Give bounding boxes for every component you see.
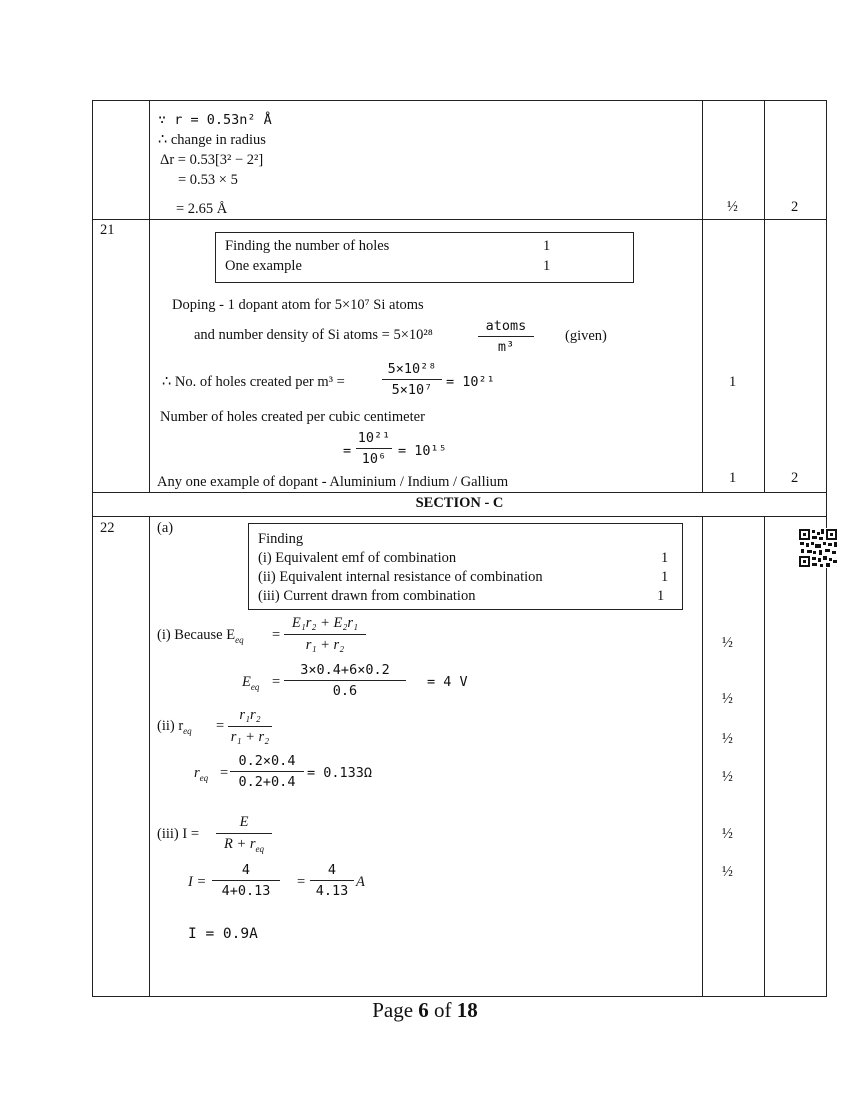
q22-ii-num: r₁r₂ [239, 707, 261, 723]
q22-e-label [242, 674, 259, 692]
col-divider-marks [702, 516, 703, 997]
q21-holes-fraction [382, 361, 442, 398]
q22-c-num2: 4 [327, 862, 337, 878]
q22-final-answer: I = 0.9A [188, 926, 258, 942]
q22-ii-equals: = [216, 718, 225, 734]
q22-ii-label-text: (ii) r [157, 718, 184, 734]
q22-box-row1: (i) Equivalent emf of combination [258, 550, 457, 566]
q21-holes-num: 5×10²⁸ [387, 361, 437, 377]
q22-c-num1: 4 [241, 862, 251, 878]
fraction-bar [310, 880, 354, 881]
q22-e-fraction [284, 662, 406, 699]
q22-c-unit: A [356, 874, 365, 890]
q22-r-label-sub: eq [199, 772, 209, 783]
q22-r-label-text: r [194, 765, 200, 781]
q22-i-fraction [284, 615, 366, 654]
q22-ii-mark: ½ [722, 731, 733, 747]
col-divider-content [149, 516, 150, 997]
q22-box-row2-mark: 1 [661, 569, 669, 585]
table-left-border [92, 100, 93, 997]
q22-r-label [194, 765, 208, 783]
q22-r-den: 0.2+0.4 [238, 774, 296, 790]
q22-box-row3-mark: 1 [657, 588, 665, 604]
section-heading: SECTION - C [415, 495, 504, 511]
q22-c-fraction2 [310, 862, 354, 899]
fraction-bar [478, 336, 534, 337]
q22-e-label-text: E [242, 674, 251, 690]
footer-page-total: 18 [456, 998, 478, 1022]
q21-example-mark: 1 [729, 470, 737, 486]
table-bottom-border [92, 996, 827, 997]
q22-iii-fraction [216, 814, 272, 854]
q20-line-result: = 2.65 Å [176, 201, 228, 217]
q22-e-mark: ½ [722, 691, 733, 707]
fraction-bar [284, 680, 406, 681]
q20-line-delta: Δr = 0.53[3² − 2²] [160, 152, 264, 168]
q22-ii-den: r₁ + r₂ [230, 729, 270, 745]
q21-holes-text: ∴ No. of holes created per m³ = [162, 374, 345, 390]
q22-i-mark: ½ [722, 635, 733, 651]
q21-box-row1-mark: 1 [543, 238, 551, 254]
q22-ii-fraction [228, 707, 272, 746]
fraction-bar [228, 726, 272, 727]
q22-e-num: 3×0.4+6×0.2 [300, 662, 390, 678]
q21-number: 21 [100, 222, 115, 238]
q22-i-label-sub: eq [235, 634, 244, 645]
col-divider-total [764, 100, 765, 492]
page-footer [0, 998, 850, 1023]
fraction-bar [356, 448, 392, 449]
q21-doping-text: Doping - 1 dopant atom for 5×10⁷ Si atoms [172, 297, 424, 313]
q22-ii-label-sub: eq [183, 725, 192, 736]
q22-part-a: (a) [157, 520, 174, 536]
q21-holes-result: = 10²¹ [446, 374, 495, 390]
q22-c-label: I = [188, 874, 207, 890]
q21-percc-fraction [356, 430, 392, 467]
q21-holes-mark: 1 [729, 374, 737, 390]
q21-total: 2 [791, 470, 799, 486]
q22-r-equals: = [220, 765, 229, 781]
q22-i-label [157, 627, 244, 645]
q21-box-row1-label: Finding the number of holes [225, 238, 390, 254]
q22-c-den2: 4.13 [315, 883, 349, 899]
q20-total: 2 [791, 199, 799, 215]
q20-line-radius: ∵ r = 0.53n² Å [158, 112, 272, 128]
q22-number: 22 [100, 520, 115, 536]
q21-density-unit [478, 318, 534, 355]
q22-iii-den [216, 836, 272, 854]
q22-iii-label: (iii) I = [157, 826, 199, 842]
q22-i-equals: = [272, 627, 281, 643]
footer-of-word: of [434, 998, 452, 1022]
q21-given-label: (given) [565, 328, 607, 344]
q22-i-num: E₁r₂ + E₂r₁ [291, 615, 359, 631]
row-divider-q21 [92, 219, 827, 220]
q22-r-result: = 0.133Ω [307, 765, 373, 781]
fraction-bar [212, 880, 280, 881]
q22-i-label-text: (i) Because E [157, 627, 236, 643]
col-divider-marks [702, 100, 703, 492]
q20-line-product: = 0.53 × 5 [178, 172, 238, 188]
q21-holes-den: 5×10⁷ [391, 382, 433, 398]
q22-c-mark: ½ [722, 864, 733, 880]
q22-box-title: Finding [258, 531, 304, 547]
row-divider-section [92, 492, 827, 493]
q21-box-row2-label: One example [225, 258, 302, 274]
q22-e-label-sub: eq [250, 681, 260, 692]
q21-percc-text: Number of holes created per cubic centimeter [160, 409, 425, 425]
q22-iii-den-sub: eq [255, 843, 265, 854]
q22-iii-mark: ½ [722, 826, 733, 842]
q21-example-text: Any one example of dopant - Aluminium / Indium / Gallium [157, 474, 509, 490]
q22-e-den: 0.6 [332, 683, 358, 699]
q21-percc-den: 10⁶ [361, 451, 387, 467]
q22-iii-num: E [239, 814, 249, 830]
q21-box-row2-mark: 1 [543, 258, 551, 274]
footer-page-word: Page [372, 998, 414, 1022]
q22-e-result: = 4 V [427, 674, 468, 690]
q22-ii-label [157, 718, 192, 736]
q21-percc-equals: = [343, 443, 352, 459]
q21-density-unit-den: m³ [497, 339, 515, 355]
q22-box-row1-mark: 1 [661, 550, 669, 566]
q22-e-equals: = [272, 674, 281, 690]
q22-c-fraction1 [212, 862, 280, 899]
q22-iii-den-text: R + r [223, 836, 256, 852]
fraction-bar [216, 833, 272, 834]
qr-code-icon [798, 528, 838, 568]
col-divider-total [764, 516, 765, 997]
q22-box-row2: (ii) Equivalent internal resistance of combination [258, 569, 543, 585]
q20-line-change: ∴ change in radius [158, 132, 266, 148]
q21-percc-num: 10²¹ [357, 430, 391, 446]
q20-mark: ½ [727, 199, 738, 215]
table-top-border [92, 100, 827, 101]
q22-r-num: 0.2×0.4 [238, 753, 296, 769]
col-divider-content [149, 100, 150, 492]
footer-page-number: 6 [418, 998, 429, 1022]
q22-box-row3: (iii) Current drawn from combination [258, 588, 476, 604]
q22-c-den1: 4+0.13 [221, 883, 271, 899]
q22-i-den: r₁ + r₂ [305, 637, 345, 653]
fraction-bar [284, 634, 366, 635]
q22-r-fraction [230, 753, 304, 790]
fraction-bar [382, 379, 442, 380]
q21-density-unit-num: atoms [485, 318, 527, 334]
q22-c-equals: = [297, 874, 306, 890]
q21-density-text: and number density of Si atoms = 5×10²⁸ [194, 327, 433, 343]
q22-r-mark: ½ [722, 769, 733, 785]
row-divider-q22 [92, 516, 827, 517]
q21-percc-result: = 10¹⁵ [398, 443, 447, 459]
fraction-bar [230, 771, 304, 772]
